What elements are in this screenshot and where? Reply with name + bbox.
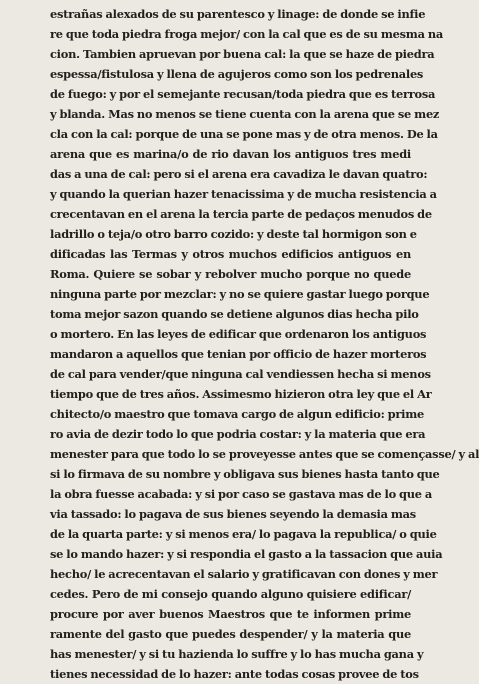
text-line: tiempo que de tres años. Assimesmo hizieron otra ley que el Ar [50, 387, 432, 401]
text-line: hecho/ le acrecentavan el salario y gratificavan con dones y mer [50, 567, 438, 581]
text-line: das a una de cal: pero si el arena era cavadiza le davan quatro: [50, 167, 428, 181]
text-line: si lo firmava de su nombre y obligava sus bienes hasta tanto que [50, 467, 440, 481]
text-line: ladrillo o teja/o otro barro cozido: y deste tal hormigon son e [50, 227, 417, 241]
text-line: o mortero. En las leyes de edificar que ordenaron los antiguos [50, 327, 427, 341]
text-line: cedes. Pero de mi consejo quando alguno quisiere edificar/ [50, 587, 411, 601]
text-line: via tassado: lo pagava de sus bienes seyendo la demasia mas [50, 507, 416, 521]
text-line: procure por aver buenos Maestros que te informen prime [50, 607, 411, 621]
text-line: arena que es marina/o de rio davan los antiguos tres medi [50, 147, 411, 161]
text-line: dificadas las Termas y otros muchos edificios antiguos en [50, 247, 411, 261]
text-line: estrañas alexados de su parentesco y linage: de donde se infie [50, 7, 426, 21]
text-line: ramente del gasto que puedes despender/ y la materia que [50, 627, 411, 641]
text-line: ninguna parte por mezclar: y no se quiere gastar luego porque [50, 287, 430, 301]
text-line: chitecto/o maestro que tomava cargo de algun edificio: prime [50, 407, 425, 421]
text-line: de cal para vender/que ninguna cal vendiessen hecha si menos [50, 367, 431, 381]
text-line: mandaron a aquellos que tenian por officio de hazer morteros [50, 347, 427, 361]
text-line: crecentavan en el arena la tercia parte de pedaços menudos de [50, 207, 432, 221]
text-line: espessa/fistulosa y llena de agujeros como son los pedrenales [50, 67, 424, 81]
text-block [50, 4, 479, 684]
text-line: has menester/ y si tu hazienda lo suffre y lo has mucha gana y [50, 647, 424, 661]
text-line: y blanda. Mas no menos se tiene cuenta con la arena que se mez [50, 107, 440, 121]
text-line: cion. Tambien apruevan por buena cal: la que se haze de piedra [50, 47, 435, 61]
text-line: toma mejor sazon quando se detiene algunos dias hecha pilo [50, 307, 419, 321]
text-line: menester para que todo lo se proveyesse antes que se començasse/ y al [50, 447, 479, 461]
text-line: ro avia de dezir todo lo que podria costar: y la materia que era [50, 427, 426, 441]
text-line: se lo mando hazer: y si respondia el gasto a la tassacion que auia [50, 547, 443, 561]
text-line: tienes necessidad de lo hazer: ante todas cosas provee de tos [50, 667, 419, 681]
text-line: Roma. Quiere se sobar y rebolver mucho porque no quede [50, 267, 411, 281]
text-line: la obra fuesse acabada: y si por caso se gastava mas de lo que a [50, 487, 433, 501]
text-line: cla con la cal: porque de una se pone mas y de otra menos. De la [50, 127, 438, 141]
text-line: de la quarta parte: y si menos era/ lo pagava la republica/ o quie [50, 527, 437, 541]
text-line: de fuego: y por el semejante recusan/toda piedra que es terrosa [50, 87, 436, 101]
text-line: re que toda piedra froga mejor/ con la cal que es de su mesma na [50, 27, 444, 41]
text-line: y quando la querian hazer tenacissima y de mucha resistencia a [50, 187, 437, 201]
